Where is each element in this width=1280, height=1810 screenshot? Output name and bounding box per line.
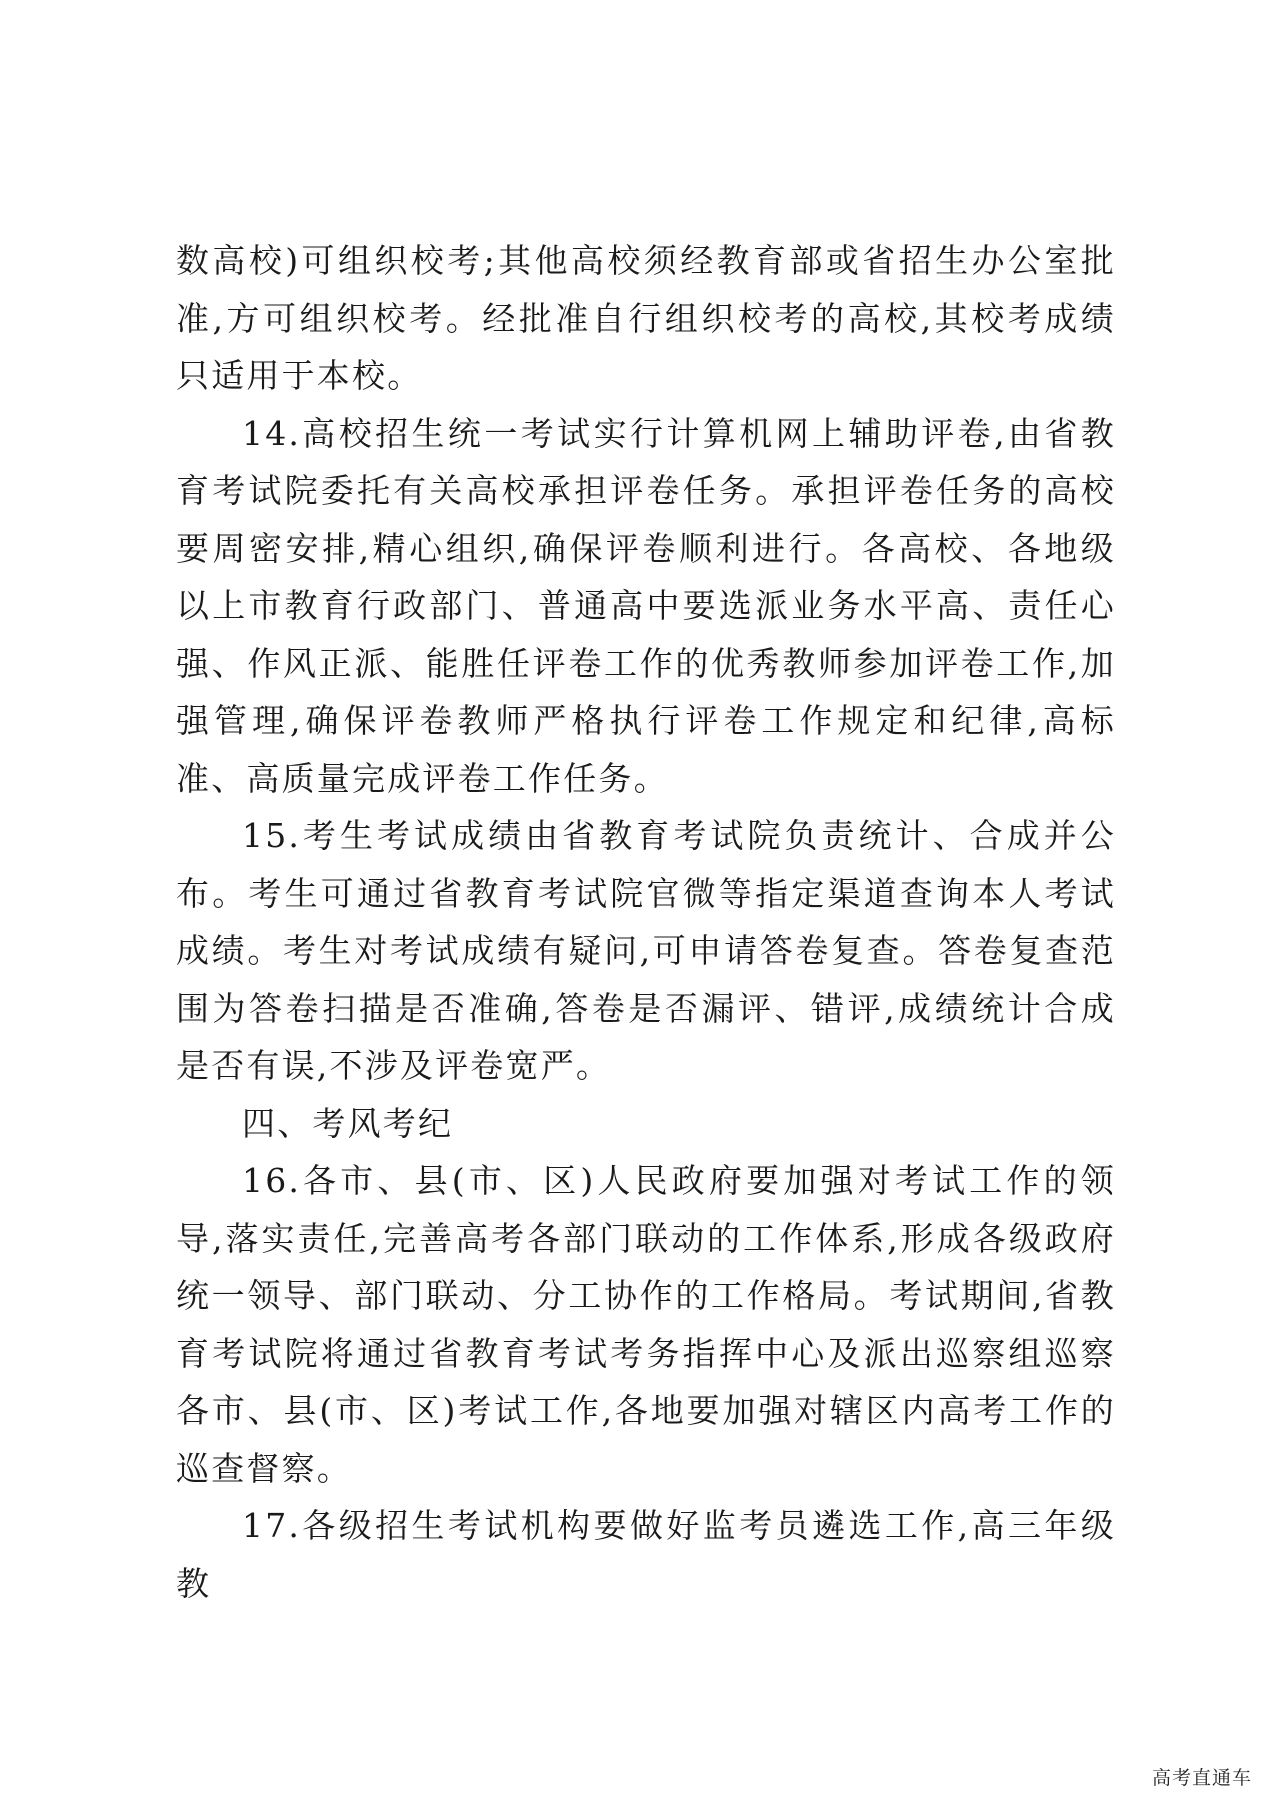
watermark-text: 高考直通车 — [1151, 1767, 1252, 1789]
paragraph-item-15: 15.考生考试成绩由省教育考试院负责统计、合成并公布。考生可通过省教育考试院官微等指定渠道查询本人考试成绩。考生对考试成绩有疑问,可申请答卷复查。答卷复查范围为答卷扫描是否准确,答卷是否漏评、错评,成绩统计合成是否有误,不涉及评卷宽严。 — [176, 816, 1116, 1085]
section-heading: 四、考风考纪 — [242, 1103, 454, 1143]
paragraph-item-16: 16.各市、县(市、区)人民政府要加强对考试工作的领导,落实责任,完善高考各部门联动的工作体系,形成各级政府统一领导、部门联动、分工协作的工作格局。考试期间,省教育考试院将通过省教育考试考务指挥中心及派出巡察组巡察各市、县(市、区)考试工作,各地要加强对辖区内高考工作的巡查督察。 — [176, 1161, 1116, 1488]
document-body — [176, 232, 1116, 1612]
paragraph-continued: 数高校)可组织校考;其他高校须经教育部或省招生办公室批准,方可组织校考。经批准自行组织校考的高校,其校考成绩只适用于本校。 — [176, 241, 1116, 395]
paragraph-item-14: 14.高校招生统一考试实行计算机网上辅助评卷,由省教育考试院委托有关高校承担评卷任务。承担评卷任务的高校要周密安排,精心组织,确保评卷顺利进行。各高校、各地级以上市教育行政部门、普通高中要选派业务水平高、责任心强、作风正派、能胜任评卷工作的优秀教师参加评卷工作,加强管理,确保评卷教师严格执行评卷工作规定和纪律,高标准、高质量完成评卷工作任务。 — [176, 413, 1116, 798]
paragraph-item-17: 17.各级招生考试机构要做好监考员遴选工作,高三年级教 — [176, 1506, 1116, 1603]
